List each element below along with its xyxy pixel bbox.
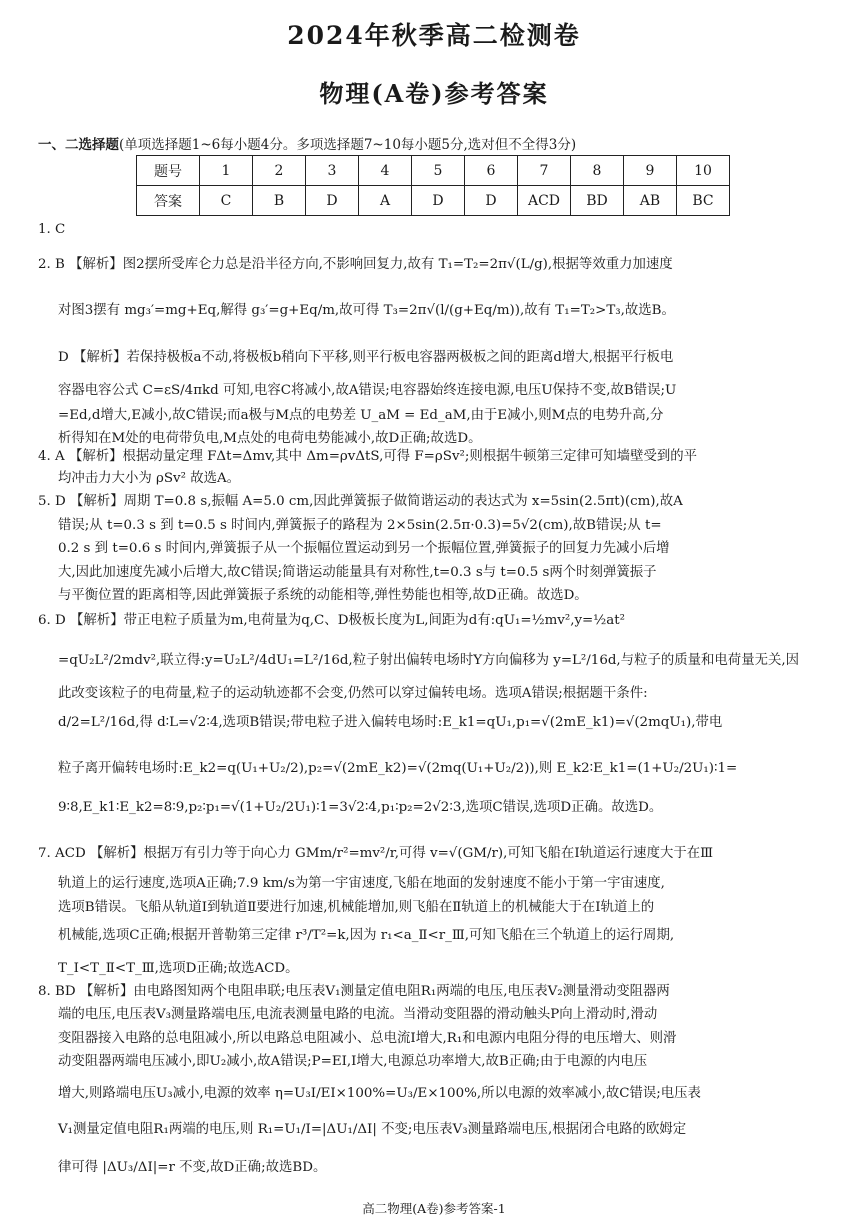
answer-cell: D <box>412 186 465 216</box>
solution-line: V₁测量定值电阻R₁两端的电压,则 R₁=U₁/I=|ΔU₁/ΔI| 不变;电压表V₃测量路端电压,根据闭合电路的欧姆定 <box>58 1122 687 1137</box>
solution-line: 增大,则路端电压U₃减小,电源的效率 η=U₃I/EI×100%=U₃/E×100%,所以电源的效率减小,故C错误;电压表 <box>58 1086 701 1101</box>
solution-line: 变阻器接入电路的总电阻减小,所以电路总电阻减小、总电流I增大,R₁和电源内电阻分得的电压增大、则滑 <box>58 1031 677 1046</box>
solution-line: 对图3摆有 mg₃′=mg+Eq,解得 g₃′=g+Eq/m,故可得 T₃=2π√(l/(g+Eq/m)),故有 T₁=T₂>T₃,故选B。 <box>58 303 675 318</box>
solution-line: =qU₂L²/2mdv²,联立得:y=U₂L²/4dU₁=L²/16d,粒子射出偏转电场时Y方向偏移为 y=L²/16d,与粒子的质量和电荷量无关,因 <box>58 653 800 668</box>
solution-line: 6. D 【解析】带正电粒子质量为m,电荷量为q,C、D极板长度为L,间距为d有:qU₁=½mv²,y=½at² <box>38 613 625 628</box>
solution-line: 轨道上的运行速度,选项A正确;7.9 km/s为第一宇宙速度,飞船在地面的发射速度不能小于第一宇宙速度, <box>58 876 665 891</box>
solution-line: 容器电容公式 C=εS/4πkd 可知,电容C将减小,故A错误;电容器始终连接电源,电压U保持不变,故B错误;U <box>58 383 677 398</box>
row-label-answer: 答案 <box>137 186 200 216</box>
question-number: 3 <box>306 156 359 186</box>
solution-line: 大,因此加速度先减小后增大,故C错误;简谐运动能量具有对称性,t=0.3 s与 t=0.5 s两个时刻弹簧振子 <box>58 565 657 580</box>
exam-title: 2024年秋季高二检测卷 <box>287 21 581 50</box>
solution-line: 5. D 【解析】周期 T=0.8 s,振幅 A=5.0 cm,因此弹簧振子做简谐运动的表达式为 x=5sin(2.5πt)(cm),故A <box>38 494 683 509</box>
exam-subtitle: 物理(A卷)参考答案 <box>319 79 549 108</box>
solution-line: 均冲击力大小为 ρSv² 故选A。 <box>58 471 241 486</box>
row-label-number: 题号 <box>137 156 200 186</box>
answer-cell: ACD <box>518 186 571 216</box>
solution-line: 此改变该粒子的电荷量,粒子的运动轨迹都不会变,仍然可以穿过偏转电场。选项A错误;根据题干条件: <box>58 686 648 701</box>
answer-cell: BD <box>571 186 624 216</box>
question-number: 5 <box>412 156 465 186</box>
question-number: 10 <box>677 156 730 186</box>
solution-line: d/2=L²/16d,得 d∶L=√2∶4,选项B错误;带电粒子进入偏转电场时:E_k1=qU₁,p₁=√(2mE_k1)=√(2mqU₁),带电 <box>58 715 723 730</box>
solution-line: 动变阻器两端电压减小,即U₂减小,故A错误;P=EI,I增大,电源总功率增大,故B正确;由于电源的内电压 <box>58 1054 648 1069</box>
answer-cell: AB <box>624 186 677 216</box>
solution-line: 2. B 【解析】图2摆所受库仑力总是沿半径方向,不影响回复力,故有 T₁=T₂=2π√(L/g),根据等效重力加速度 <box>38 257 673 272</box>
solution-line: 8. BD 【解析】由电路图知两个电阻串联;电压表V₁测量定值电阻R₁两端的电压,电压表V₂测量滑动变阻器两 <box>38 984 670 999</box>
section-heading <box>38 133 576 153</box>
solution-line: T_Ⅰ<T_Ⅱ<T_Ⅲ,选项D正确;故选ACD。 <box>58 961 299 976</box>
solution-line: =Ed,d增大,E减小,故C错误;而a极与M点的电势差 U_aM = Ed_aM,由于E减小,则M点的电势升高,分 <box>58 408 664 423</box>
section-label: 一、二选择题 <box>38 137 119 153</box>
table-row <box>137 156 730 186</box>
answer-cell: B <box>253 186 306 216</box>
solution-line: 错误;从 t=0.3 s 到 t=0.5 s 时间内,弹簧振子的路程为 2×5sin(2.5π·0.3)=5√2(cm),故B错误;从 t= <box>58 518 662 533</box>
solution-line: 析得知在M处的电荷带负电,M点处的电荷电势能减小,故D正确;故选D。 <box>58 431 482 446</box>
question-number: 7 <box>518 156 571 186</box>
solution-line: 7. ACD 【解析】根据万有引力等于向心力 GMm/r²=mv²/r,可得 v=√(GM/r),可知飞船在Ⅰ轨道运行速度大于在Ⅲ <box>38 846 714 861</box>
solution-line: 选项B错误。飞船从轨道Ⅰ到轨道Ⅱ要进行加速,机械能增加,则飞船在Ⅱ轨道上的机械能大于在Ⅰ轨道上的 <box>58 900 655 915</box>
answer-cell: C <box>200 186 253 216</box>
solution-line: D 【解析】若保持极板a不动,将极板b稍向下平移,则平行板电容器两极板之间的距离d增大,根据平行板电 <box>58 350 674 365</box>
section-note: (单项选择题1~6每小题4分。多项选择题7~10每小题5分,选对但不全得3分) <box>119 137 577 153</box>
answer-cell: D <box>306 186 359 216</box>
solution-line: 4. A 【解析】根据动量定理 FΔt=Δmv,其中 Δm=ρvΔtS,可得 F=ρSv²;则根据牛顿第三定律可知墙壁受到的平 <box>38 449 698 464</box>
solution-line: 端的电压,电压表V₃测量路端电压,电流表测量电路的电流。当滑动变阻器的滑动触头P向上滑动时,滑动 <box>58 1007 658 1022</box>
question-number: 8 <box>571 156 624 186</box>
answer-cell: D <box>465 186 518 216</box>
question-number: 1 <box>200 156 253 186</box>
table-row <box>137 186 730 216</box>
answer-table <box>136 155 730 216</box>
solution-line: 与平衡位置的距离相等,因此弹簧振子系统的动能相等,弹性势能也相等,故D正确。故选D。 <box>58 588 588 603</box>
solution-line: 9∶8,E_k1∶E_k2=8∶9,p₂∶p₁=√(1+U₂/2U₁)∶1=3√2∶4,p₁∶p₂=2√2∶3,选项C错误,选项D正确。故选D。 <box>58 800 663 815</box>
page-footer: 高二物理(A卷)参考答案-1 <box>362 1201 506 1216</box>
question-number: 6 <box>465 156 518 186</box>
question-number: 2 <box>253 156 306 186</box>
solution-line: 机械能,选项C正确;根据开普勒第三定律 r³/T²=k,因为 r₁<a_Ⅱ<r_Ⅲ,可知飞船在三个轨道上的运行周期, <box>58 928 675 943</box>
answer-cell: BC <box>677 186 730 216</box>
solution-line: 律可得 |ΔU₃/ΔI|=r 不变,故D正确;故选BD。 <box>58 1160 327 1175</box>
solution-line: 0.2 s 到 t=0.6 s 时间内,弹簧振子从一个振幅位置运动到另一个振幅位置,弹簧振子的回复力先减小后增 <box>58 541 670 556</box>
solution-line: 粒子离开偏转电场时:E_k2=q(U₁+U₂/2),p₂=√(2mE_k2)=√(2mq(U₁+U₂/2)),则 E_k2∶E_k1=(1+U₂/2U₁)∶1= <box>58 761 738 776</box>
solution-line: 1. C <box>38 222 66 237</box>
question-number: 4 <box>359 156 412 186</box>
answer-cell: A <box>359 186 412 216</box>
question-number: 9 <box>624 156 677 186</box>
